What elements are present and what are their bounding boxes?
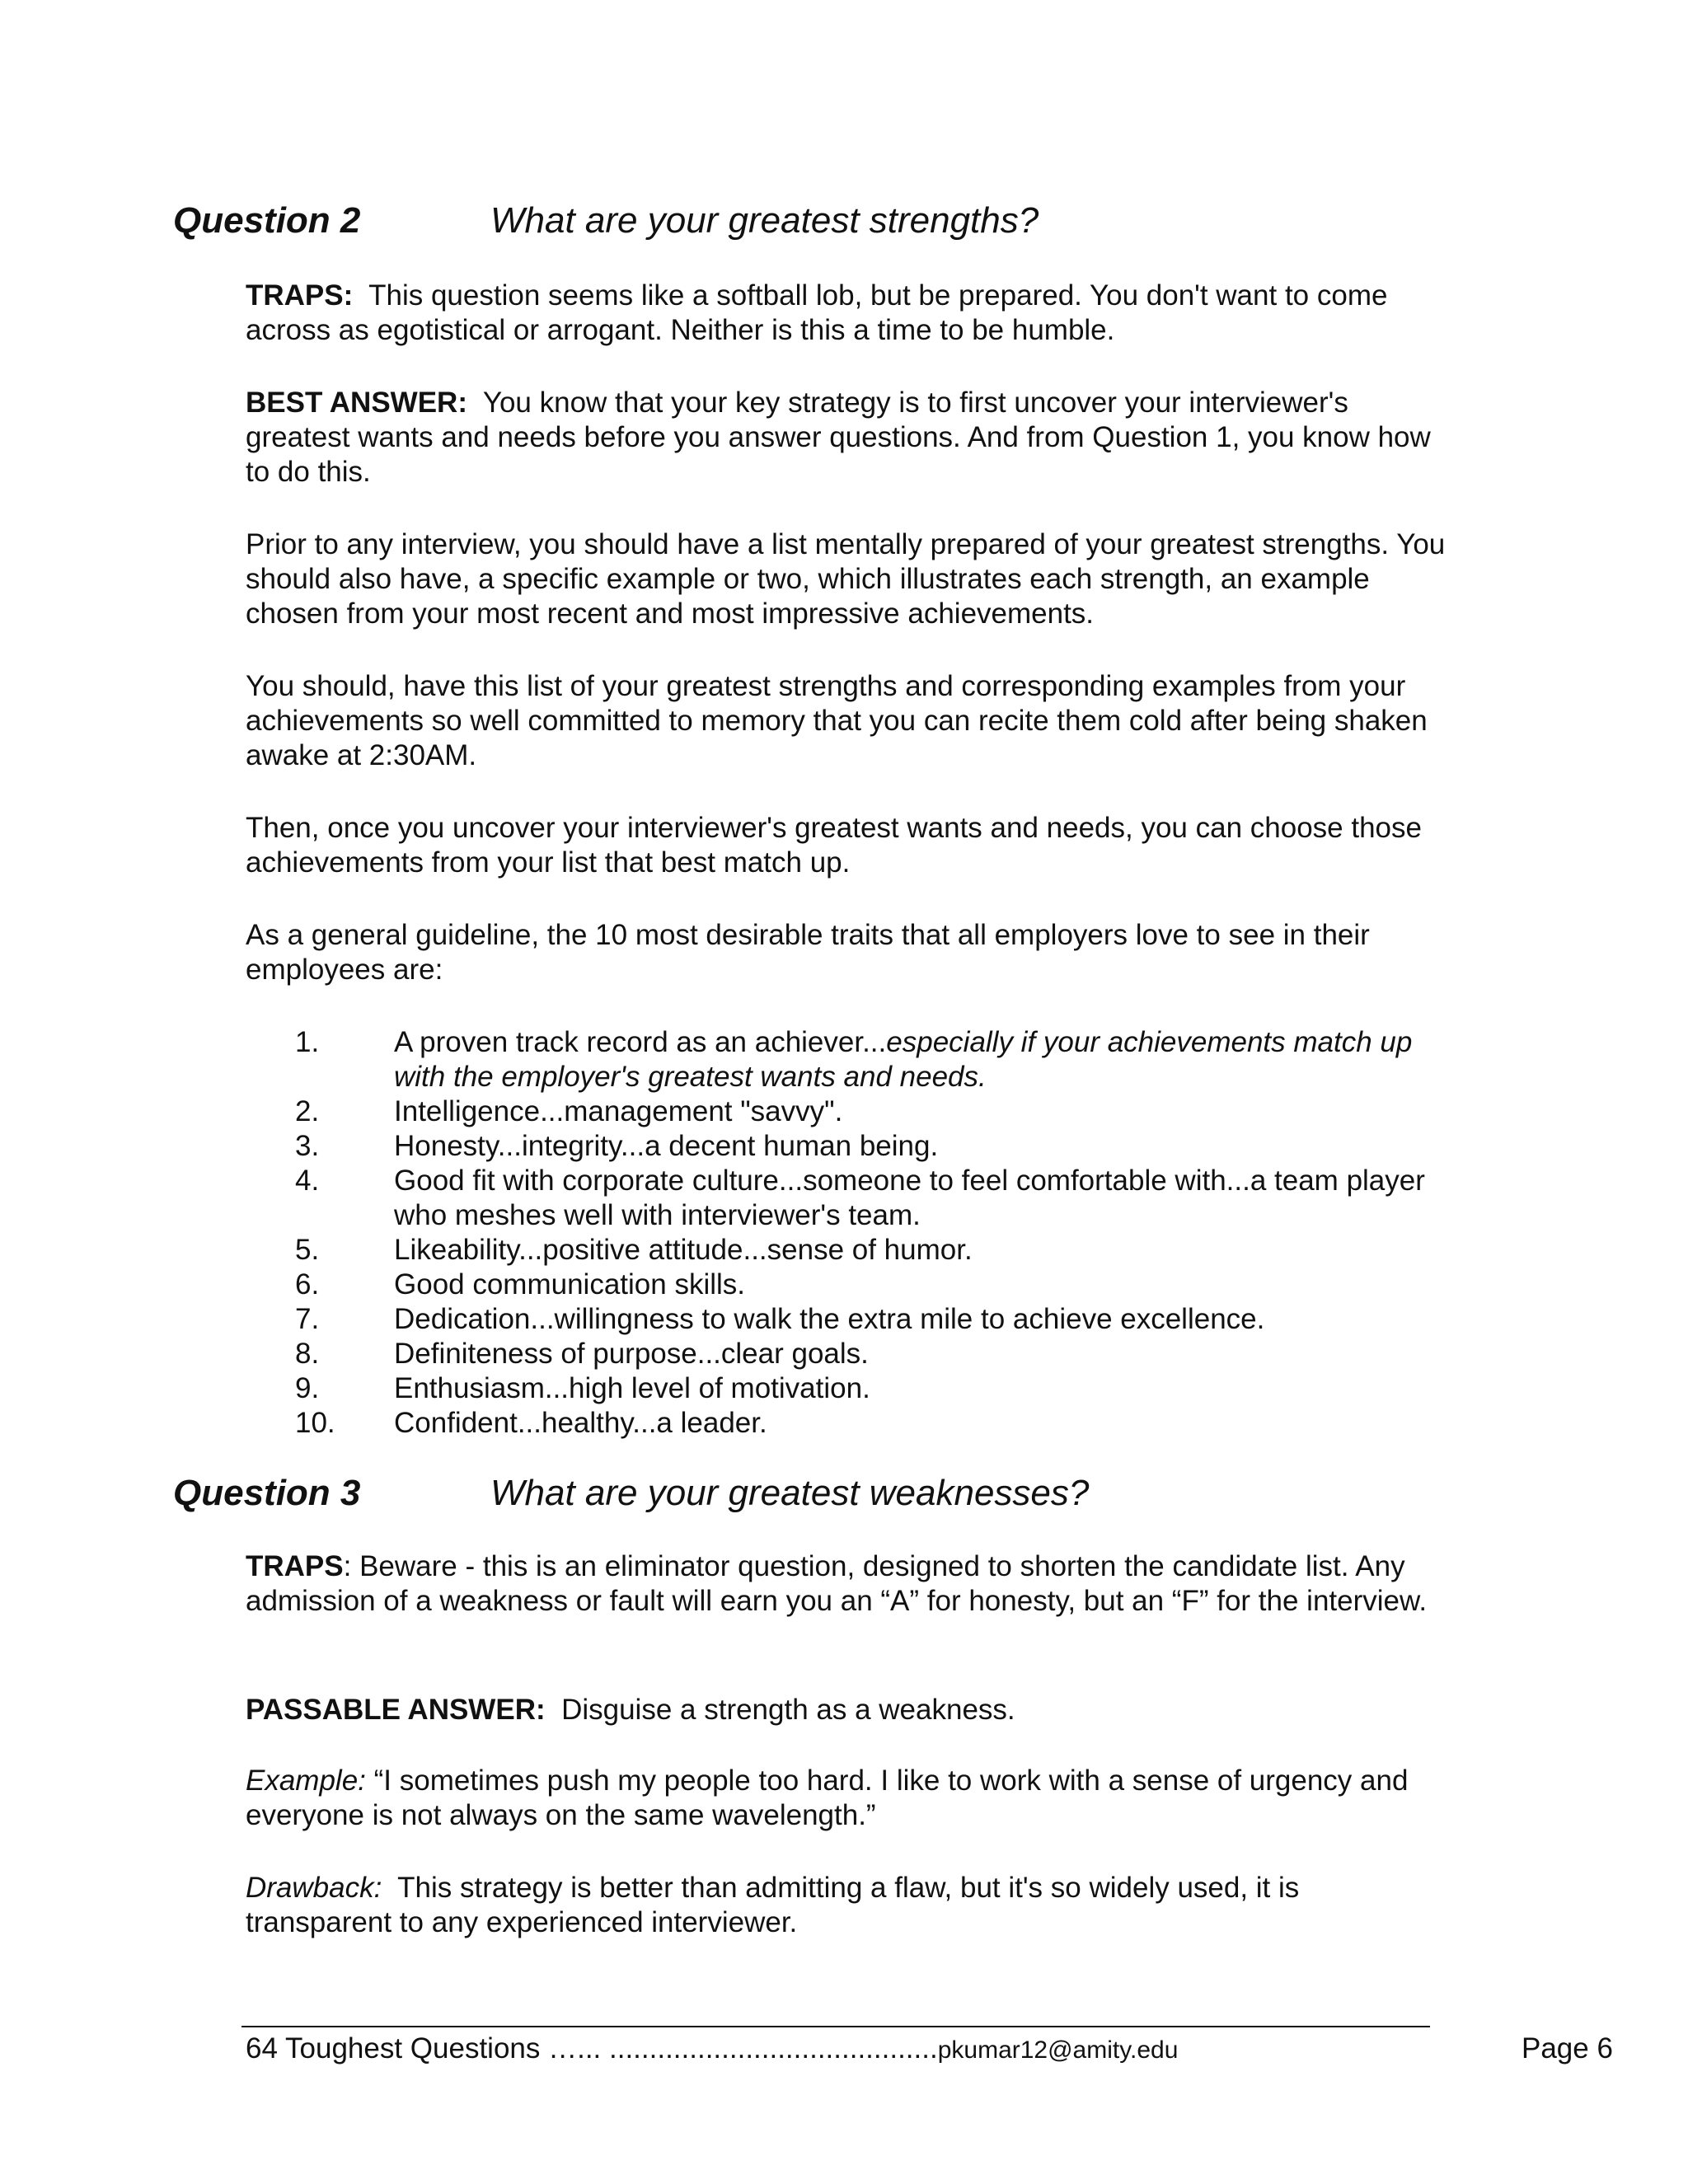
list-item-number: 1. [295, 1026, 320, 1058]
list-item-text: Intelligence...management "savvy". [394, 1095, 843, 1127]
list-item-number: 3. [295, 1130, 320, 1162]
question-title: What are your greatest strengths? [490, 200, 1039, 241]
list-item [246, 1302, 1449, 1337]
q2-traps [246, 279, 1449, 348]
traps-text: This question seems like a softball lob, but be prepared. You don't want to come across as egotistical or arrogant. Neither is this a time to be humble. [246, 279, 1388, 346]
question-number: Question 3 [173, 1473, 361, 1513]
paragraph: Then, once you uncover your interviewer's greatest wants and needs, you can choose those achievements from your list that best match up. [246, 812, 1422, 879]
list-item [246, 1233, 1449, 1268]
traits-list [246, 1025, 1449, 1441]
question-title: What are your greatest weaknesses? [490, 1473, 1090, 1513]
q2-paragraph-2 [246, 669, 1449, 773]
list-item-text: Dedication...willingness to walk the extra mile to achieve excellence. [394, 1303, 1265, 1335]
paragraph: You should, have this list of your greatest strengths and corresponding examples from your achievements so well committed to memory that you can recite them cold after being shaken awake at 2:30AM. [246, 670, 1428, 771]
paragraph: As a general guideline, the 10 most desirable traits that all employers love to see in their employees are: [246, 919, 1370, 986]
list-item-number: 2. [295, 1095, 320, 1127]
q2-paragraph-1 [246, 527, 1449, 631]
q2-paragraph-3 [246, 811, 1449, 880]
footer-book-title: 64 Toughest Questions …... ......................................... [246, 2032, 938, 2064]
page-number: Page 6 [1522, 2032, 1613, 2064]
example-text: “I sometimes push my people too hard. I like to work with a sense of urgency and everyone is not always on the same wavelength.” [246, 1765, 1409, 1831]
footer-title [246, 2032, 1178, 2065]
q3-drawback [246, 1871, 1449, 1940]
traps-text: : Beware - this is an eliminator question, designed to shorten the candidate list. Any admission of a weakness or fault will earn you an “A” for honesty, but an “F” for the interview. [246, 1550, 1428, 1617]
passable-answer-label: PASSABLE ANSWER: [246, 1694, 546, 1726]
list-item-number: 4. [295, 1165, 320, 1197]
best-answer-text: You know that your key strategy is to first uncover your interviewer's greatest wants and needs before you answer questions. And from Question 1, you know how to do this. [246, 387, 1431, 488]
list-item [246, 1094, 1449, 1129]
list-item-text: Likeability...positive attitude...sense of humor. [394, 1234, 973, 1266]
traps-label: TRAPS [246, 1550, 344, 1582]
traps-label: TRAPS: [246, 279, 354, 312]
list-item [246, 1371, 1449, 1406]
question-number: Question 2 [173, 200, 361, 241]
list-item [246, 1268, 1449, 1302]
paragraph: Prior to any interview, you should have a list mentally prepared of your greatest strengths. You should also have, a specific example or two, which illustrates each strength, an example chosen from your most recent and most impressive achievements. [246, 528, 1446, 630]
list-item-number: 9. [295, 1372, 320, 1404]
list-item-text: Good communication skills. [394, 1268, 745, 1301]
list-item-number: 8. [295, 1338, 320, 1370]
q3-traps [246, 1549, 1449, 1619]
list-item-number: 5. [295, 1234, 320, 1266]
drawback-label: Drawback: [246, 1872, 382, 1904]
footer-email: pkumar12@amity.edu [937, 2036, 1179, 2064]
q2-best-answer [246, 386, 1449, 490]
list-item [246, 1025, 1449, 1094]
list-item [246, 1129, 1449, 1164]
list-item-text: A proven track record as an achiever... [394, 1026, 887, 1058]
list-item-text: Definiteness of purpose...clear goals. [394, 1338, 869, 1370]
best-answer-label: BEST ANSWER: [246, 387, 467, 419]
footer-divider [241, 2026, 1430, 2027]
list-item-number: 7. [295, 1303, 320, 1335]
list-item [246, 1406, 1449, 1441]
list-item-text: Good fit with corporate culture...someone to feel comfortable with...a team player who meshes well with interviewer's team. [394, 1165, 1425, 1231]
passable-answer-text: Disguise a strength as a weakness. [561, 1694, 1015, 1726]
list-item [246, 1164, 1449, 1233]
list-item-text: Enthusiasm...high level of motivation. [394, 1372, 870, 1404]
q2-paragraph-4 [246, 918, 1449, 987]
list-item [246, 1337, 1449, 1371]
list-item-text: Honesty...integrity...a decent human being. [394, 1130, 939, 1162]
drawback-text: This strategy is better than admitting a flaw, but it's so widely used, it is transparent to any experienced interviewer. [246, 1872, 1300, 1938]
list-item-emphasis: especially if your achievements match up with the employer's greatest wants and needs. [394, 1026, 1413, 1093]
question-2-heading [173, 200, 1039, 241]
list-item-number: 6. [295, 1268, 320, 1301]
list-item-number: 10. [295, 1407, 335, 1439]
q3-passable-answer [246, 1693, 1449, 1727]
q3-example [246, 1764, 1449, 1833]
list-item-text: Confident...healthy...a leader. [394, 1407, 767, 1439]
question-3-heading [173, 1473, 1090, 1513]
example-label: Example: [246, 1765, 366, 1797]
